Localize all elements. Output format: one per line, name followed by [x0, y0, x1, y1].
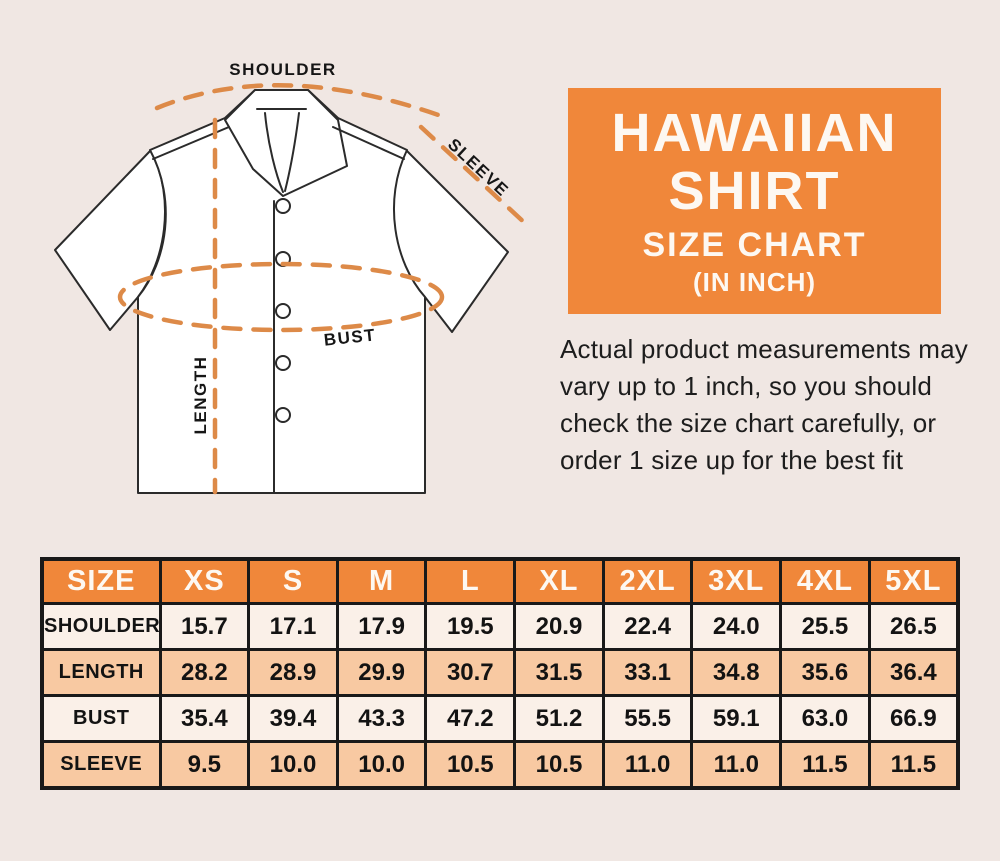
size-table-header: [42, 559, 958, 604]
shirt-illustration: [0, 0, 560, 545]
value-cell: 9.5: [160, 742, 249, 789]
column-header-4xl: 4XL: [781, 559, 870, 604]
value-cell: 10.0: [337, 742, 426, 789]
length-measure-label: LENGTH: [191, 355, 210, 435]
subtitle-unit: (IN INCH): [692, 267, 817, 297]
table-row-shoulder: [42, 604, 958, 650]
column-header-m: M: [337, 559, 426, 604]
value-cell: 11.5: [869, 742, 958, 789]
value-cell: 11.5: [781, 742, 870, 789]
value-cell: 35.4: [160, 696, 249, 742]
value-cell: 51.2: [515, 696, 604, 742]
title-line-shirt: SHIRT: [668, 161, 841, 221]
value-cell: 19.5: [426, 604, 515, 650]
table-row-length: [42, 650, 958, 696]
value-cell: 26.5: [869, 604, 958, 650]
column-header-s: S: [249, 559, 338, 604]
value-cell: 39.4: [249, 696, 338, 742]
title-line-hawaiian: HAWAIIAN: [611, 103, 898, 163]
value-cell: 28.9: [249, 650, 338, 696]
column-header-xs: XS: [160, 559, 249, 604]
table-row-sleeve: [42, 742, 958, 789]
value-cell: 10.5: [515, 742, 604, 789]
value-cell: 10.5: [426, 742, 515, 789]
value-cell: 20.9: [515, 604, 604, 650]
subtitle-size-chart: SIZE CHART: [642, 226, 867, 264]
column-header-size: SIZE: [42, 559, 160, 604]
value-cell: 33.1: [603, 650, 692, 696]
row-label-shoulder: SHOULDER: [42, 604, 160, 650]
column-header-2xl: 2XL: [603, 559, 692, 604]
value-cell: 36.4: [869, 650, 958, 696]
row-label-bust: BUST: [42, 696, 160, 742]
value-cell: 63.0: [781, 696, 870, 742]
size-table-body: [42, 604, 958, 789]
size-table: [40, 557, 960, 790]
value-cell: 22.4: [603, 604, 692, 650]
row-label-length: LENGTH: [42, 650, 160, 696]
value-cell: 59.1: [692, 696, 781, 742]
value-cell: 15.7: [160, 604, 249, 650]
value-cell: 30.7: [426, 650, 515, 696]
size-table-header-row: [42, 559, 958, 604]
value-cell: 17.1: [249, 604, 338, 650]
value-cell: 55.5: [603, 696, 692, 742]
value-cell: 43.3: [337, 696, 426, 742]
column-header-l: L: [426, 559, 515, 604]
value-cell: 34.8: [692, 650, 781, 696]
description-text: Actual product measurements may vary up to 1 inch, so you should check the size chart carefully, or order 1 size up for the best fit: [560, 334, 968, 475]
row-label-sleeve: SLEEVE: [42, 742, 160, 789]
sleeve-measure-label: SLEEVE: [444, 134, 513, 201]
value-cell: 25.5: [781, 604, 870, 650]
value-cell: 17.9: [337, 604, 426, 650]
column-header-5xl: 5XL: [869, 559, 958, 604]
column-header-3xl: 3XL: [692, 559, 781, 604]
value-cell: 10.0: [249, 742, 338, 789]
value-cell: 47.2: [426, 696, 515, 742]
value-cell: 11.0: [692, 742, 781, 789]
value-cell: 29.9: [337, 650, 426, 696]
bust-measure-label: BUST: [322, 325, 377, 350]
table-row-bust: [42, 696, 958, 742]
column-header-xl: XL: [515, 559, 604, 604]
value-cell: 35.6: [781, 650, 870, 696]
value-cell: 28.2: [160, 650, 249, 696]
value-cell: 24.0: [692, 604, 781, 650]
value-cell: 31.5: [515, 650, 604, 696]
shoulder-measure-label: SHOULDER: [229, 60, 337, 79]
value-cell: 66.9: [869, 696, 958, 742]
title-box: [568, 88, 941, 314]
value-cell: 11.0: [603, 742, 692, 789]
shirt-measurement-diagram: [0, 0, 560, 545]
